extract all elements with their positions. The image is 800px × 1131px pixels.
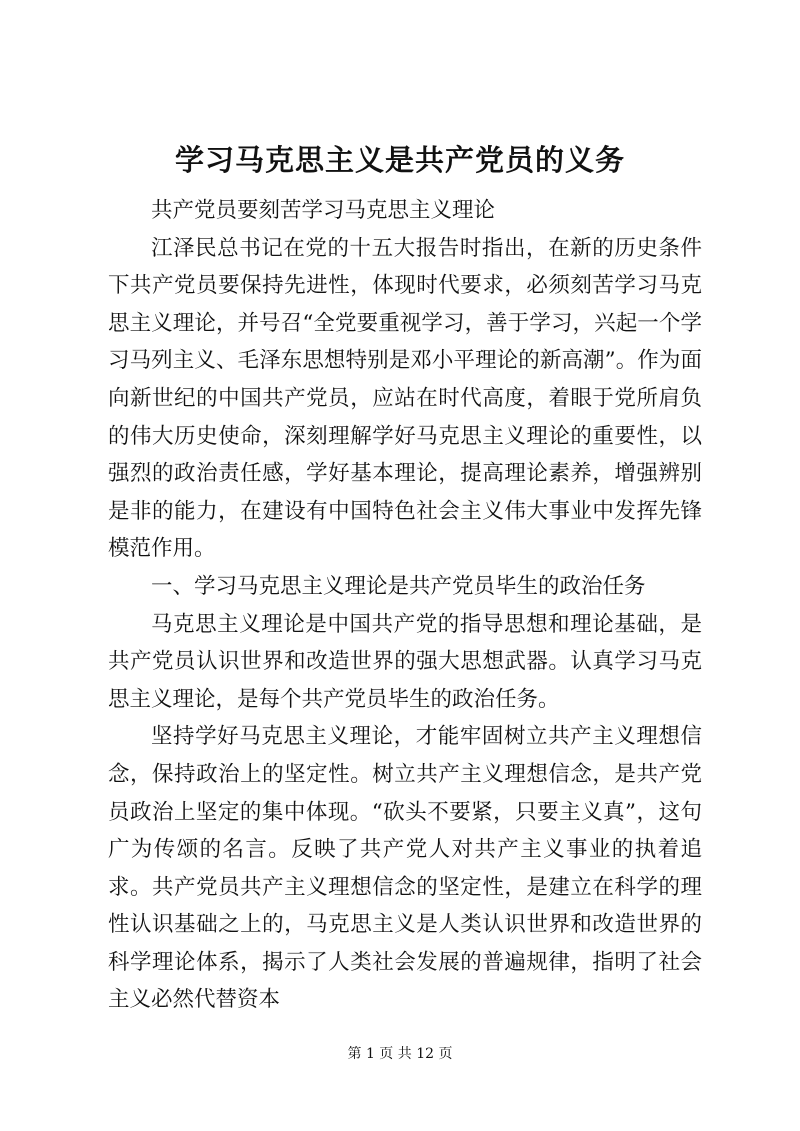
document-body	[108, 192, 702, 1019]
page-number-footer: 第 1 页 共 12 页	[347, 1046, 453, 1062]
section-heading: 共产党员要刻苦学习马克思主义理论	[151, 198, 496, 223]
section-heading: 一、学习马克思主义理论是共产党员毕生的政治任务	[151, 573, 646, 599]
body-paragraph: 马克思主义理论是中国共产党的指导思想和理论基础，是共产党员认识世界和改造世界的强大思想武器。认真学习马克思主义理论，是每个共产党员毕生的政治任务。	[108, 611, 702, 712]
body-paragraph: 坚持学好马克思主义理论，才能牢固树立共产主义理想信念，保持政治上的坚定性。树立共产主义理想信念，是共产党员政治上坚定的集中体现。“砍头不要紧，只要主义真”，这句广为传颂的名言。反映了共产党人对共产主义事业的执着追求。共产党员共产主义理想信念的坚定性，是建立在科学的理性认识基础之上的，马克思主义是人类认识世界和改造世界的科学理论体系，揭示了人类社会发展的普遍规律，指明了社会主义必然代替资本	[108, 724, 702, 1013]
document-title: 学习马克思主义是共产党员的义务	[174, 143, 625, 177]
body-paragraph: 江泽民总书记在党的十五大报告时指出，在新的历史条件下共产党员要保持先进性，体现时代要求，必须刻苦学习马克思主义理论，并号召“全党要重视学习，善于学习，兴起一个学习马列主义、毛泽东思想特别是邓小平理论的新高潮”。作为面向新世纪的中国共产党员，应站在时代高度，着眼于党所肩负的伟大历史使命，深刻理解学好马克思主义理论的重要性，以强烈的政治责任感，学好基本理论，提高理论素养，增强辨别是非的能力，在建设有中国特色社会主义伟大事业中发挥先锋模范作用。	[108, 235, 702, 562]
